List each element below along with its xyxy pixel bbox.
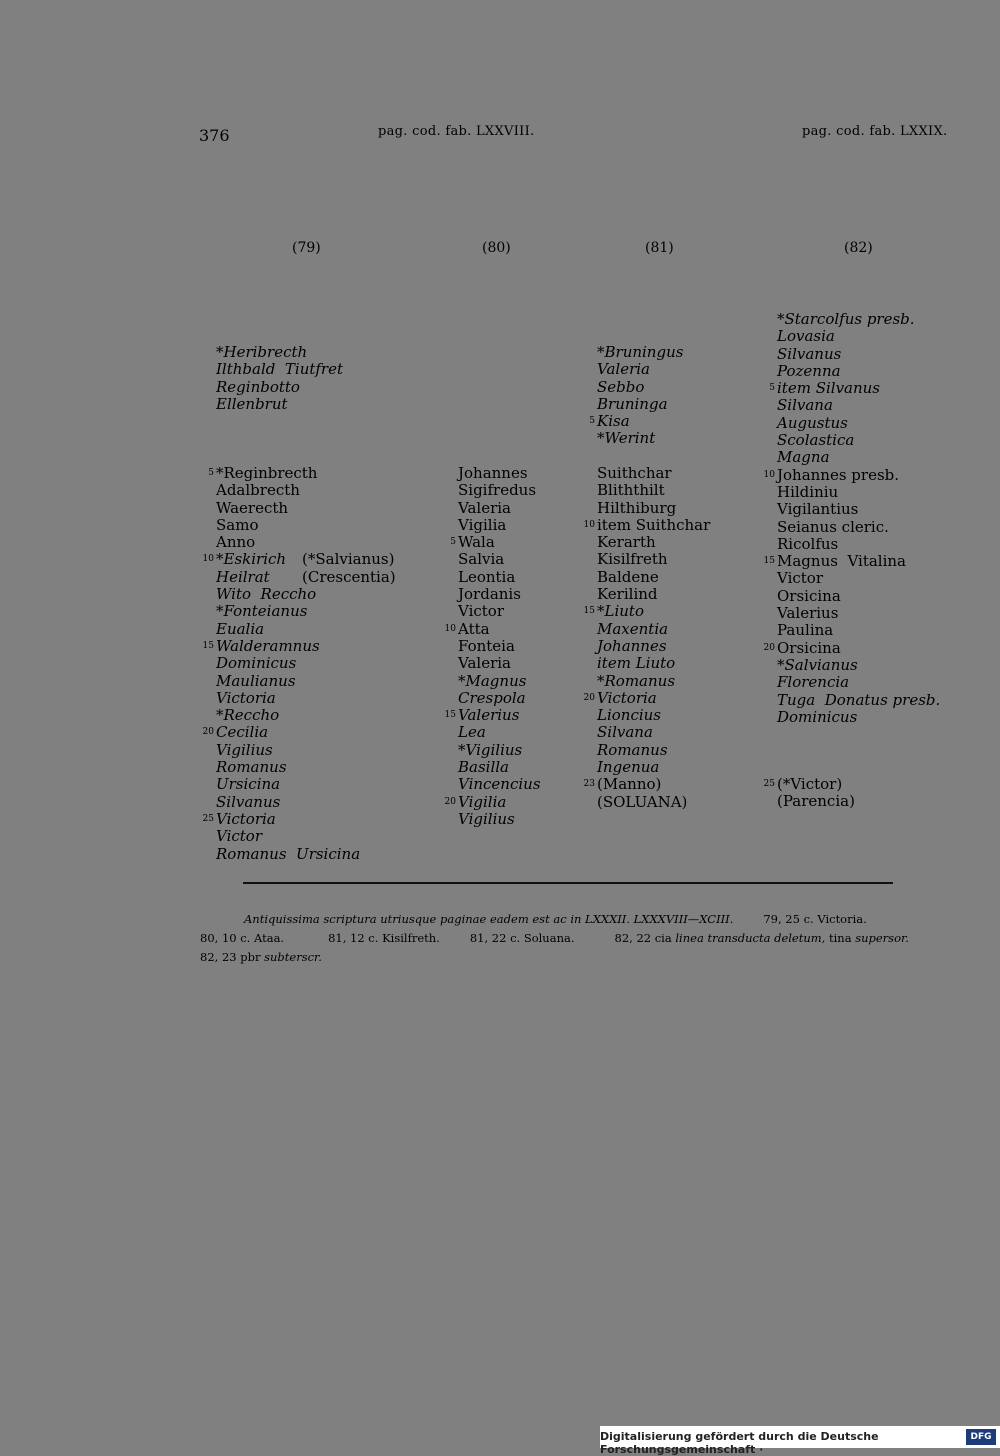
- name-entry: (Manno): [597, 775, 662, 794]
- name-entry: Silvanus: [777, 344, 842, 363]
- list-item: [450, 533, 541, 552]
- name-entry: Magnus Vitalina: [777, 552, 906, 571]
- name-entry: Ingenua: [597, 758, 660, 777]
- name-entry: *Werint: [597, 429, 656, 448]
- name-entry: item Silvanus: [777, 379, 881, 398]
- name-entry: Orsicina: [777, 586, 841, 605]
- name-entry: Florencia: [777, 673, 850, 692]
- list-item: [597, 482, 710, 499]
- list-item: [777, 536, 940, 553]
- list-item: [597, 759, 710, 776]
- list-item: [777, 657, 940, 674]
- list-item: [216, 776, 360, 793]
- list-item: [458, 517, 541, 534]
- list-item: [216, 482, 360, 499]
- line-number: 5: [769, 383, 775, 394]
- list-item: [777, 622, 940, 639]
- list-item: [777, 692, 940, 709]
- list-item: [202, 809, 360, 828]
- list-item: [216, 534, 360, 551]
- name-entry: Kerarth: [597, 533, 656, 552]
- list-item: [597, 396, 683, 413]
- footnotes: [200, 910, 952, 967]
- footnote-text: subterscr.: [264, 950, 322, 964]
- list-item: [216, 396, 343, 413]
- footer-banner: [600, 1426, 1000, 1456]
- list-item: [444, 706, 541, 725]
- list-item: [777, 709, 940, 726]
- footnote-ref: 80, 10 c. Ataa.: [200, 931, 285, 945]
- list-item: [458, 724, 541, 741]
- list-item: [583, 515, 711, 534]
- name-entry: Scolastica: [777, 431, 855, 450]
- name-entry: Eualia: [216, 619, 265, 638]
- name-entry: Atta: [458, 619, 490, 638]
- list-item: [597, 742, 710, 759]
- list-item: [216, 759, 360, 776]
- name-entry: Sebbo: [597, 377, 645, 396]
- list-item: [216, 603, 360, 620]
- name-entry: Baldene: [597, 567, 659, 586]
- list-item: [597, 707, 710, 724]
- name-entry: *Fonteianus: [216, 602, 308, 621]
- footer-text: Digitalisierung gefördert durch die Deutsche Forschungsgemeinschaft ·: [600, 1430, 879, 1456]
- line-number: 5: [589, 416, 595, 427]
- list-item: [763, 775, 855, 793]
- line-number: 20: [444, 796, 456, 807]
- footnote-line-2: [200, 929, 952, 948]
- list-item: [763, 552, 940, 571]
- list-item: [597, 621, 710, 638]
- name-entry: Vigilius: [216, 740, 273, 759]
- list-item: [458, 673, 541, 690]
- list-item: [763, 638, 940, 657]
- list-item: [216, 567, 396, 586]
- name-entry: Suithchar: [597, 464, 672, 482]
- column-79-top: [216, 344, 343, 413]
- name-entry: Johannes: [597, 636, 667, 655]
- line-number: 10: [763, 469, 775, 480]
- footnote-line-1: [200, 910, 952, 929]
- list-item: [777, 674, 940, 691]
- list-item: [216, 673, 360, 690]
- footnote-text: supersor.: [855, 931, 909, 945]
- name-entry: Waerecth: [216, 498, 289, 517]
- line-number: 15: [202, 640, 214, 651]
- name-entry: Silvana: [777, 396, 833, 415]
- name-entry: Pozenna: [777, 361, 841, 380]
- name-entry: Vincencius: [458, 775, 541, 794]
- list-item: [597, 569, 710, 586]
- footnote-ref: 79, 25 c. Victoria.: [763, 912, 867, 926]
- footnote-text: linea transducta deletum,: [675, 931, 826, 945]
- name-entry: Augustus: [777, 413, 848, 432]
- list-item: [777, 328, 940, 345]
- list-item: [458, 551, 541, 568]
- list-item: [777, 519, 940, 536]
- list-item: [202, 723, 360, 742]
- name-entry: Anno: [216, 533, 256, 552]
- column-number-81: (81): [645, 240, 674, 256]
- footnote-line-3: [200, 948, 952, 967]
- name-entry: Maxentia: [597, 619, 669, 638]
- list-item: [458, 465, 541, 482]
- list-item: [444, 619, 541, 638]
- name-entry: Adalbrecth: [216, 481, 300, 500]
- column-80: [444, 464, 541, 828]
- name-entry: Ursicina: [216, 775, 281, 794]
- name-entry: Victor: [458, 602, 504, 621]
- list-item: [597, 673, 710, 690]
- list-item: [216, 621, 360, 638]
- list-item: [763, 465, 940, 484]
- footnote-ref: 82, 22 cia: [614, 931, 672, 945]
- name-entry: Walderamnus: [216, 636, 320, 655]
- list-item: [769, 379, 940, 398]
- list-item: [777, 397, 940, 414]
- line-number: 10: [202, 554, 214, 565]
- name-entry: Vigilius: [458, 809, 515, 828]
- name-entry: Victoria: [597, 688, 657, 707]
- list-item: [216, 500, 360, 517]
- list-item: [777, 346, 940, 363]
- name-entry: Tuga Donatus presb.: [777, 690, 941, 709]
- name-entry: Cecilia: [216, 723, 269, 742]
- list-item: [777, 501, 940, 518]
- list-item: [202, 636, 360, 655]
- name-entry: Basilla: [458, 758, 509, 777]
- name-entry: Ellenbrut: [216, 394, 288, 413]
- name-entry-variant: (*Salvianus): [302, 550, 395, 569]
- column-79-bottom: [202, 464, 396, 863]
- list-item: [458, 586, 541, 603]
- list-item: [777, 570, 940, 587]
- list-item: [216, 344, 343, 361]
- column-82-end: [763, 775, 855, 811]
- name-entry: *Eskirich: [216, 550, 287, 569]
- name-entry: Vigilia: [458, 792, 507, 811]
- name-entry: Kisilfreth: [597, 550, 668, 569]
- name-entry: *Reginbrecth: [216, 464, 318, 482]
- name-entry: Vigilia: [458, 515, 507, 534]
- list-item: [777, 605, 940, 622]
- name-entry: Jordanis: [458, 585, 521, 604]
- name-entry: Silvana: [597, 723, 653, 742]
- running-head-left: pag. cod. fab. LXXVIII.: [378, 124, 535, 139]
- list-item: [216, 586, 360, 603]
- list-item: [777, 432, 940, 449]
- column-82-main: [763, 310, 941, 726]
- line-number: 10: [583, 519, 595, 530]
- list-item: [216, 828, 360, 845]
- name-entry: Ilthbald Tiutfret: [216, 360, 344, 379]
- list-item: [208, 464, 360, 482]
- name-entry: Kisa: [597, 412, 630, 431]
- line-number: 15: [583, 606, 595, 617]
- page-number: 376: [199, 126, 230, 145]
- name-entry: Lioncius: [597, 706, 662, 725]
- list-item: [597, 638, 710, 655]
- list-item: [597, 551, 710, 568]
- list-item: [216, 846, 360, 863]
- name-entry: Lea: [458, 723, 486, 742]
- name-entry: Romanus: [597, 740, 668, 759]
- name-entry: Dominicus: [216, 654, 297, 673]
- list-item: [597, 430, 683, 447]
- list-item: [777, 449, 940, 466]
- column-81-top: [589, 343, 684, 448]
- running-head-right: pag. cod. fab. LXXIX.: [802, 124, 948, 139]
- list-item: [216, 690, 360, 707]
- list-item: [597, 655, 710, 672]
- name-entry: Vigilantius: [777, 500, 859, 519]
- list-item: [597, 724, 710, 741]
- list-item: [216, 517, 360, 534]
- name-entry: Valerius: [777, 604, 839, 623]
- list-item: [583, 775, 710, 794]
- name-entry: Dominicus: [777, 707, 858, 726]
- name-entry: Hilthiburg: [597, 498, 677, 517]
- list-item: [777, 415, 940, 432]
- name-entry: Samo: [216, 515, 259, 534]
- footnote-ref: 81, 12 c. Kisilfreth.: [328, 931, 440, 945]
- name-entry: Victoria: [216, 688, 276, 707]
- line-number: 5: [450, 537, 456, 548]
- name-entry: Leontia: [458, 567, 516, 586]
- footnote-rule: [243, 882, 893, 884]
- list-item: [458, 569, 541, 586]
- name-entry: Sigifredus: [458, 481, 537, 500]
- name-entry: Valerius: [458, 706, 520, 725]
- list-item: [458, 742, 541, 759]
- name-entry: Romanus Ursicina: [216, 844, 361, 863]
- name-entry: *Salvianus: [777, 655, 858, 674]
- name-entry: *Liuto: [597, 602, 644, 621]
- name-entry: *Starcolfus presb.: [777, 310, 915, 328]
- line-number: 20: [763, 642, 775, 653]
- name-entry: Valeria: [458, 654, 511, 673]
- list-item: [597, 379, 683, 396]
- list-item: [202, 550, 395, 569]
- list-item: [777, 793, 855, 810]
- name-entry: Silvanus: [216, 792, 281, 811]
- name-entry: Victor: [777, 569, 823, 588]
- name-entry: Paulina: [777, 621, 834, 640]
- name-entry: Bruninga: [597, 394, 668, 413]
- name-entry: Maulianus: [216, 671, 296, 690]
- list-item: [458, 638, 541, 655]
- list-item: [597, 534, 710, 551]
- list-item: [777, 311, 940, 328]
- list-item: [597, 794, 710, 811]
- name-entry: Orsicina: [777, 638, 841, 657]
- name-entry: Wala: [458, 533, 495, 552]
- list-item: [597, 361, 683, 378]
- name-entry: Victoria: [216, 809, 276, 828]
- name-entry: Seianus cleric.: [777, 517, 889, 536]
- list-item: [458, 776, 541, 793]
- name-entry: *Magnus: [458, 671, 527, 690]
- column-number-80: (80): [482, 240, 511, 256]
- list-item: [216, 707, 360, 724]
- name-entry: Valeria: [458, 498, 511, 517]
- column-number-79: (79): [292, 240, 321, 256]
- name-entry: (SOLUANA): [597, 792, 688, 811]
- list-item: [597, 500, 710, 517]
- name-entry: Heilrat: [216, 567, 270, 586]
- name-entry: item Suithchar: [597, 515, 711, 534]
- list-item: [216, 361, 343, 378]
- dfg-logo: DFG: [966, 1429, 996, 1445]
- list-item: [444, 792, 541, 811]
- name-entry: Magna: [777, 448, 830, 467]
- list-item: [458, 482, 541, 499]
- name-entry: Valeria: [597, 360, 650, 379]
- list-item: [216, 742, 360, 759]
- name-entry: Kerilind: [597, 585, 658, 604]
- name-entry: Johannes presb.: [777, 465, 900, 484]
- line-number: 25: [202, 813, 214, 824]
- name-entry: Lovasia: [777, 327, 835, 346]
- name-entry: *Heribrecth: [216, 343, 308, 361]
- name-entry: *Romanus: [597, 671, 676, 690]
- list-item: [777, 588, 940, 605]
- line-number: 15: [763, 556, 775, 567]
- footnote-ref: 82, 23 pbr: [200, 950, 261, 964]
- name-entry: Crespola: [458, 688, 526, 707]
- footnote-text: tina: [828, 931, 852, 945]
- name-entry: (*Victor): [777, 775, 843, 793]
- line-number: 20: [202, 727, 214, 738]
- name-entry: *Reccho: [216, 706, 280, 725]
- list-item: [216, 794, 360, 811]
- list-item: [216, 655, 360, 672]
- list-item: [458, 759, 541, 776]
- list-item: [777, 363, 940, 380]
- line-number: 23: [583, 779, 595, 790]
- name-entry: Romanus: [216, 758, 287, 777]
- line-number: 5: [208, 468, 214, 478]
- name-entry: Victor: [216, 827, 262, 846]
- footnote-text: Antiquissima scriptura utriusque paginae eadem est ac in LXXXII. LXXXVIII—XCIII.: [244, 912, 734, 926]
- list-item: [583, 688, 710, 707]
- list-item: [216, 379, 343, 396]
- name-entry: Ricolfus: [777, 534, 839, 553]
- name-entry: Reginbotto: [216, 377, 300, 396]
- name-entry: item Liuto: [597, 654, 676, 673]
- name-entry: Salvia: [458, 550, 505, 569]
- name-entry: Johannes: [458, 464, 528, 482]
- name-entry: *Bruningus: [597, 343, 684, 361]
- list-item: [597, 586, 710, 603]
- line-number: 20: [583, 692, 595, 703]
- list-item: [597, 465, 710, 482]
- name-entry: (Parencia): [777, 792, 855, 811]
- list-item: [458, 603, 541, 620]
- name-entry: Fonteia: [458, 636, 515, 655]
- list-item: [458, 690, 541, 707]
- list-item: [458, 655, 541, 672]
- list-item: [597, 344, 683, 361]
- list-item: [777, 484, 940, 501]
- list-item: [583, 602, 710, 621]
- column-81-bottom: [583, 464, 711, 811]
- column-number-82: (82): [844, 240, 873, 256]
- list-item: [458, 811, 541, 828]
- list-item: [589, 412, 683, 431]
- line-number: 25: [763, 779, 775, 789]
- name-entry-variant: (Crescentia): [302, 567, 396, 586]
- name-entry: *Vigilius: [458, 740, 523, 759]
- line-number: 10: [444, 623, 456, 634]
- name-entry: Hildiniu: [777, 482, 839, 501]
- name-entry: Bliththilt: [597, 481, 665, 500]
- footnote-ref: 81, 22 c. Soluana.: [469, 931, 575, 945]
- list-item: [458, 500, 541, 517]
- name-entry: Wito Reccho: [216, 585, 317, 604]
- line-number: 15: [444, 710, 456, 721]
